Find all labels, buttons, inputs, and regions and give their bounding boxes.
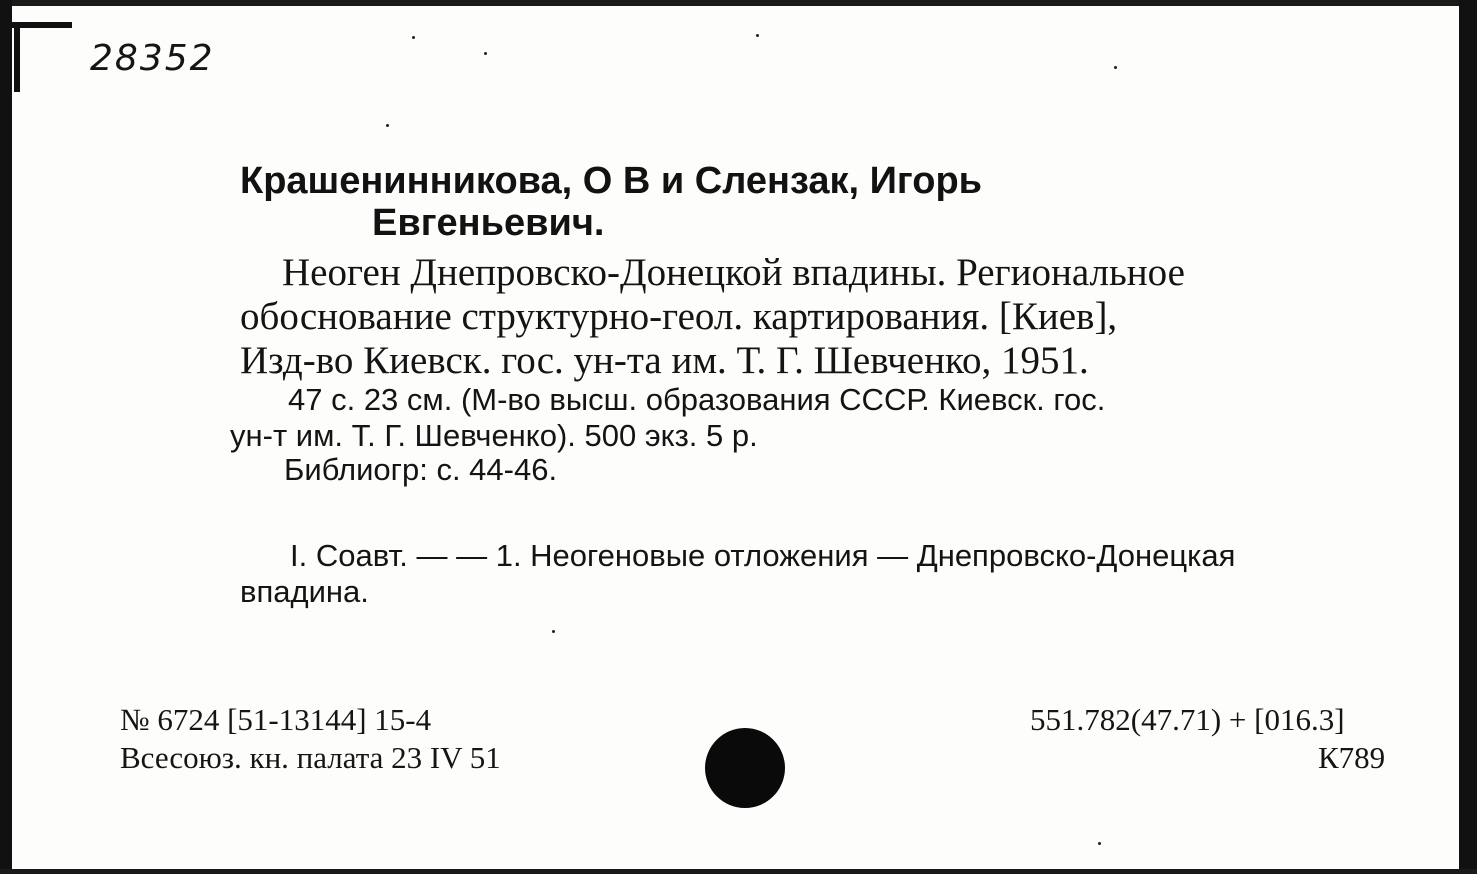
ink-speck <box>484 52 487 55</box>
card-right-edge <box>1459 0 1477 874</box>
collation-line-1: 47 с. 23 см. (М-во высш. образования СССР. Киевск. гос. <box>288 382 1106 417</box>
collation-line-3: Библиогр: с. 44-46. <box>284 452 558 487</box>
footer-chamber: Всесоюз. кн. палата 23 IV 51 <box>120 740 501 775</box>
collation-line-2: ун-т им. Т. Г. Шевченко). 500 экз. 5 р. <box>230 418 758 453</box>
footer-number: № 6724 [51-13144] 15-4 <box>120 702 432 737</box>
subjects-line-1: I. Соавт. — — 1. Неогеновые отложения — Днепровско-Донецкая <box>290 538 1236 573</box>
footer-classification: 551.782(47.71) + [016.3] <box>1030 702 1345 737</box>
corner-mark-vertical <box>14 22 20 92</box>
author-line-1: Крашенинникова, О В и Слензак, Игорь <box>240 160 983 202</box>
card-left-edge <box>0 0 12 874</box>
author-line-2: Евгеньевич. <box>372 202 605 244</box>
title-line-3: Изд-во Киевск. гос. ун-та им. Т. Г. Шевченко, 1951. <box>240 339 1089 382</box>
ink-speck <box>756 34 759 37</box>
ink-speck <box>386 124 389 127</box>
ink-speck <box>1114 66 1117 69</box>
title-line-1: Неоген Днепровско-Донецкой впадины. Региональное <box>282 251 1185 294</box>
card-bottom-edge <box>0 869 1477 874</box>
title-line-2: обоснование структурно-геол. картирования. [Киев], <box>240 295 1118 338</box>
ink-speck <box>552 630 555 633</box>
corner-mark <box>12 22 72 28</box>
punch-hole <box>705 728 785 808</box>
footer-call-number: К789 <box>1318 740 1386 775</box>
ink-speck <box>1098 842 1101 845</box>
card-top-edge <box>0 0 1477 6</box>
subjects-line-2: впадина. <box>240 574 369 609</box>
ink-speck <box>412 36 415 39</box>
handwritten-inventory-number: 28352 <box>90 38 215 79</box>
